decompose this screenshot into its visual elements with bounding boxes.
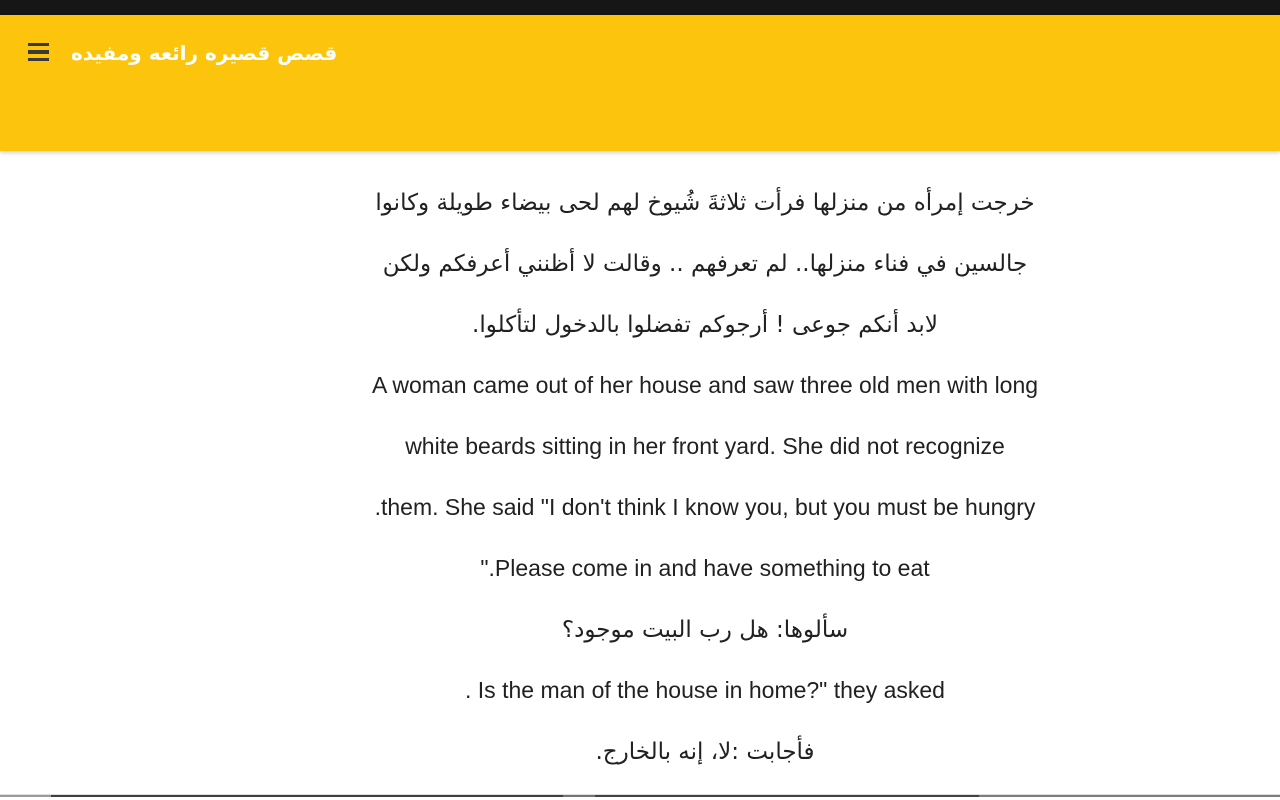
story-lines bbox=[130, 172, 1280, 782]
story-line: . Is the man of the house in home?" they asked bbox=[465, 677, 945, 703]
story-line: جالسين في فناء منزلها.. لم تعرفهم .. وقالت لا أظنني أعرفكم ولكن bbox=[382, 250, 1028, 277]
app-bar bbox=[0, 15, 1280, 151]
story-content bbox=[130, 151, 1280, 782]
story-line: white beards sitting in her front yard. She did not recognize bbox=[405, 433, 1005, 459]
app-title: قصص قصيره رائعه ومفيده bbox=[71, 41, 338, 65]
menu-button[interactable] bbox=[15, 29, 61, 75]
status-bar bbox=[0, 0, 1280, 15]
app-bar-row bbox=[0, 15, 1280, 71]
story-line: فأجابت :لا، إنه بالخارج. bbox=[595, 738, 815, 765]
hamburger-icon bbox=[28, 43, 49, 61]
story-line: لابد أنكم جوعى ! أرجوكم تفضلوا بالدخول لتأكلوا. bbox=[472, 311, 938, 338]
bottom-divider bbox=[0, 794, 1280, 797]
story-line: A woman came out of her house and saw three old men with long bbox=[371, 372, 1039, 398]
story-line: خرجت إمرأه من منزلها فرأت ثلاثةَ شُيوخ لهم لحى بيضاء طويلة وكانوا bbox=[375, 189, 1035, 216]
story-line: سألوها: هل رب البيت موجود؟ bbox=[561, 616, 849, 643]
story-line: .them. She said "I don't think I know you, but you must be hungry bbox=[374, 494, 1036, 520]
story-line: ".Please come in and have something to eat bbox=[480, 555, 930, 581]
